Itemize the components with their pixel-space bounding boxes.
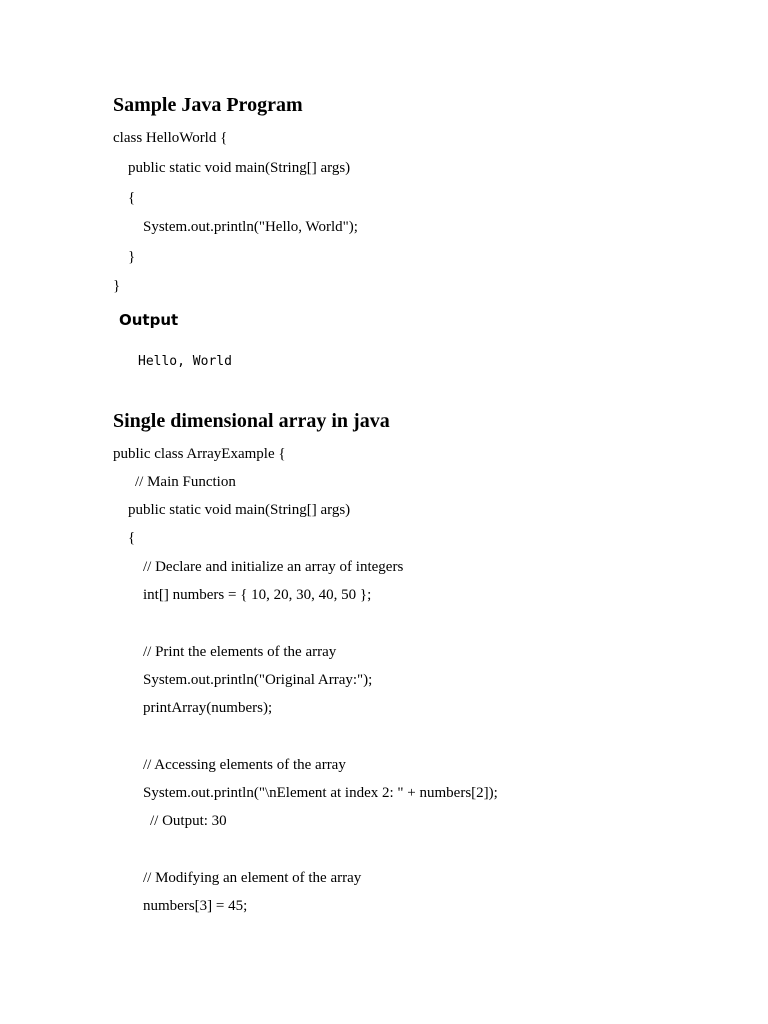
section-title-sample-java-program: Sample Java Program: [113, 94, 303, 116]
output-label: Output: [119, 311, 179, 329]
code-comment: // Modifying an element of the array: [143, 870, 362, 886]
code-line: System.out.println("Hello, World");: [143, 219, 358, 235]
code-line: public class ArrayExample {: [113, 446, 286, 462]
code-line: }: [128, 249, 136, 265]
code-comment: // Output: 30: [150, 813, 227, 829]
output-text: Hello, World: [138, 354, 232, 369]
code-line: public static void main(String[] args): [128, 502, 351, 518]
code-comment: // Main Function: [135, 474, 236, 490]
code-line: }: [113, 278, 121, 294]
code-line: int[] numbers = { 10, 20, 30, 40, 50 };: [143, 587, 372, 603]
code-comment: // Print the elements of the array: [143, 644, 337, 660]
code-line: numbers[3] = 45;: [143, 898, 248, 914]
code-line: {: [128, 530, 136, 546]
code-line: printArray(numbers);: [143, 700, 273, 716]
section-title-single-dimensional-array: Single dimensional array in java: [113, 410, 390, 432]
code-line: System.out.println("Original Array:");: [143, 672, 373, 688]
code-line: public static void main(String[] args): [128, 160, 351, 176]
code-comment: // Declare and initialize an array of integers: [143, 559, 404, 575]
code-line: class HelloWorld {: [113, 130, 228, 146]
code-line: System.out.println("\nElement at index 2: " + numbers[2]);: [143, 785, 498, 801]
code-line: {: [128, 190, 136, 206]
code-comment: // Accessing elements of the array: [143, 757, 346, 773]
